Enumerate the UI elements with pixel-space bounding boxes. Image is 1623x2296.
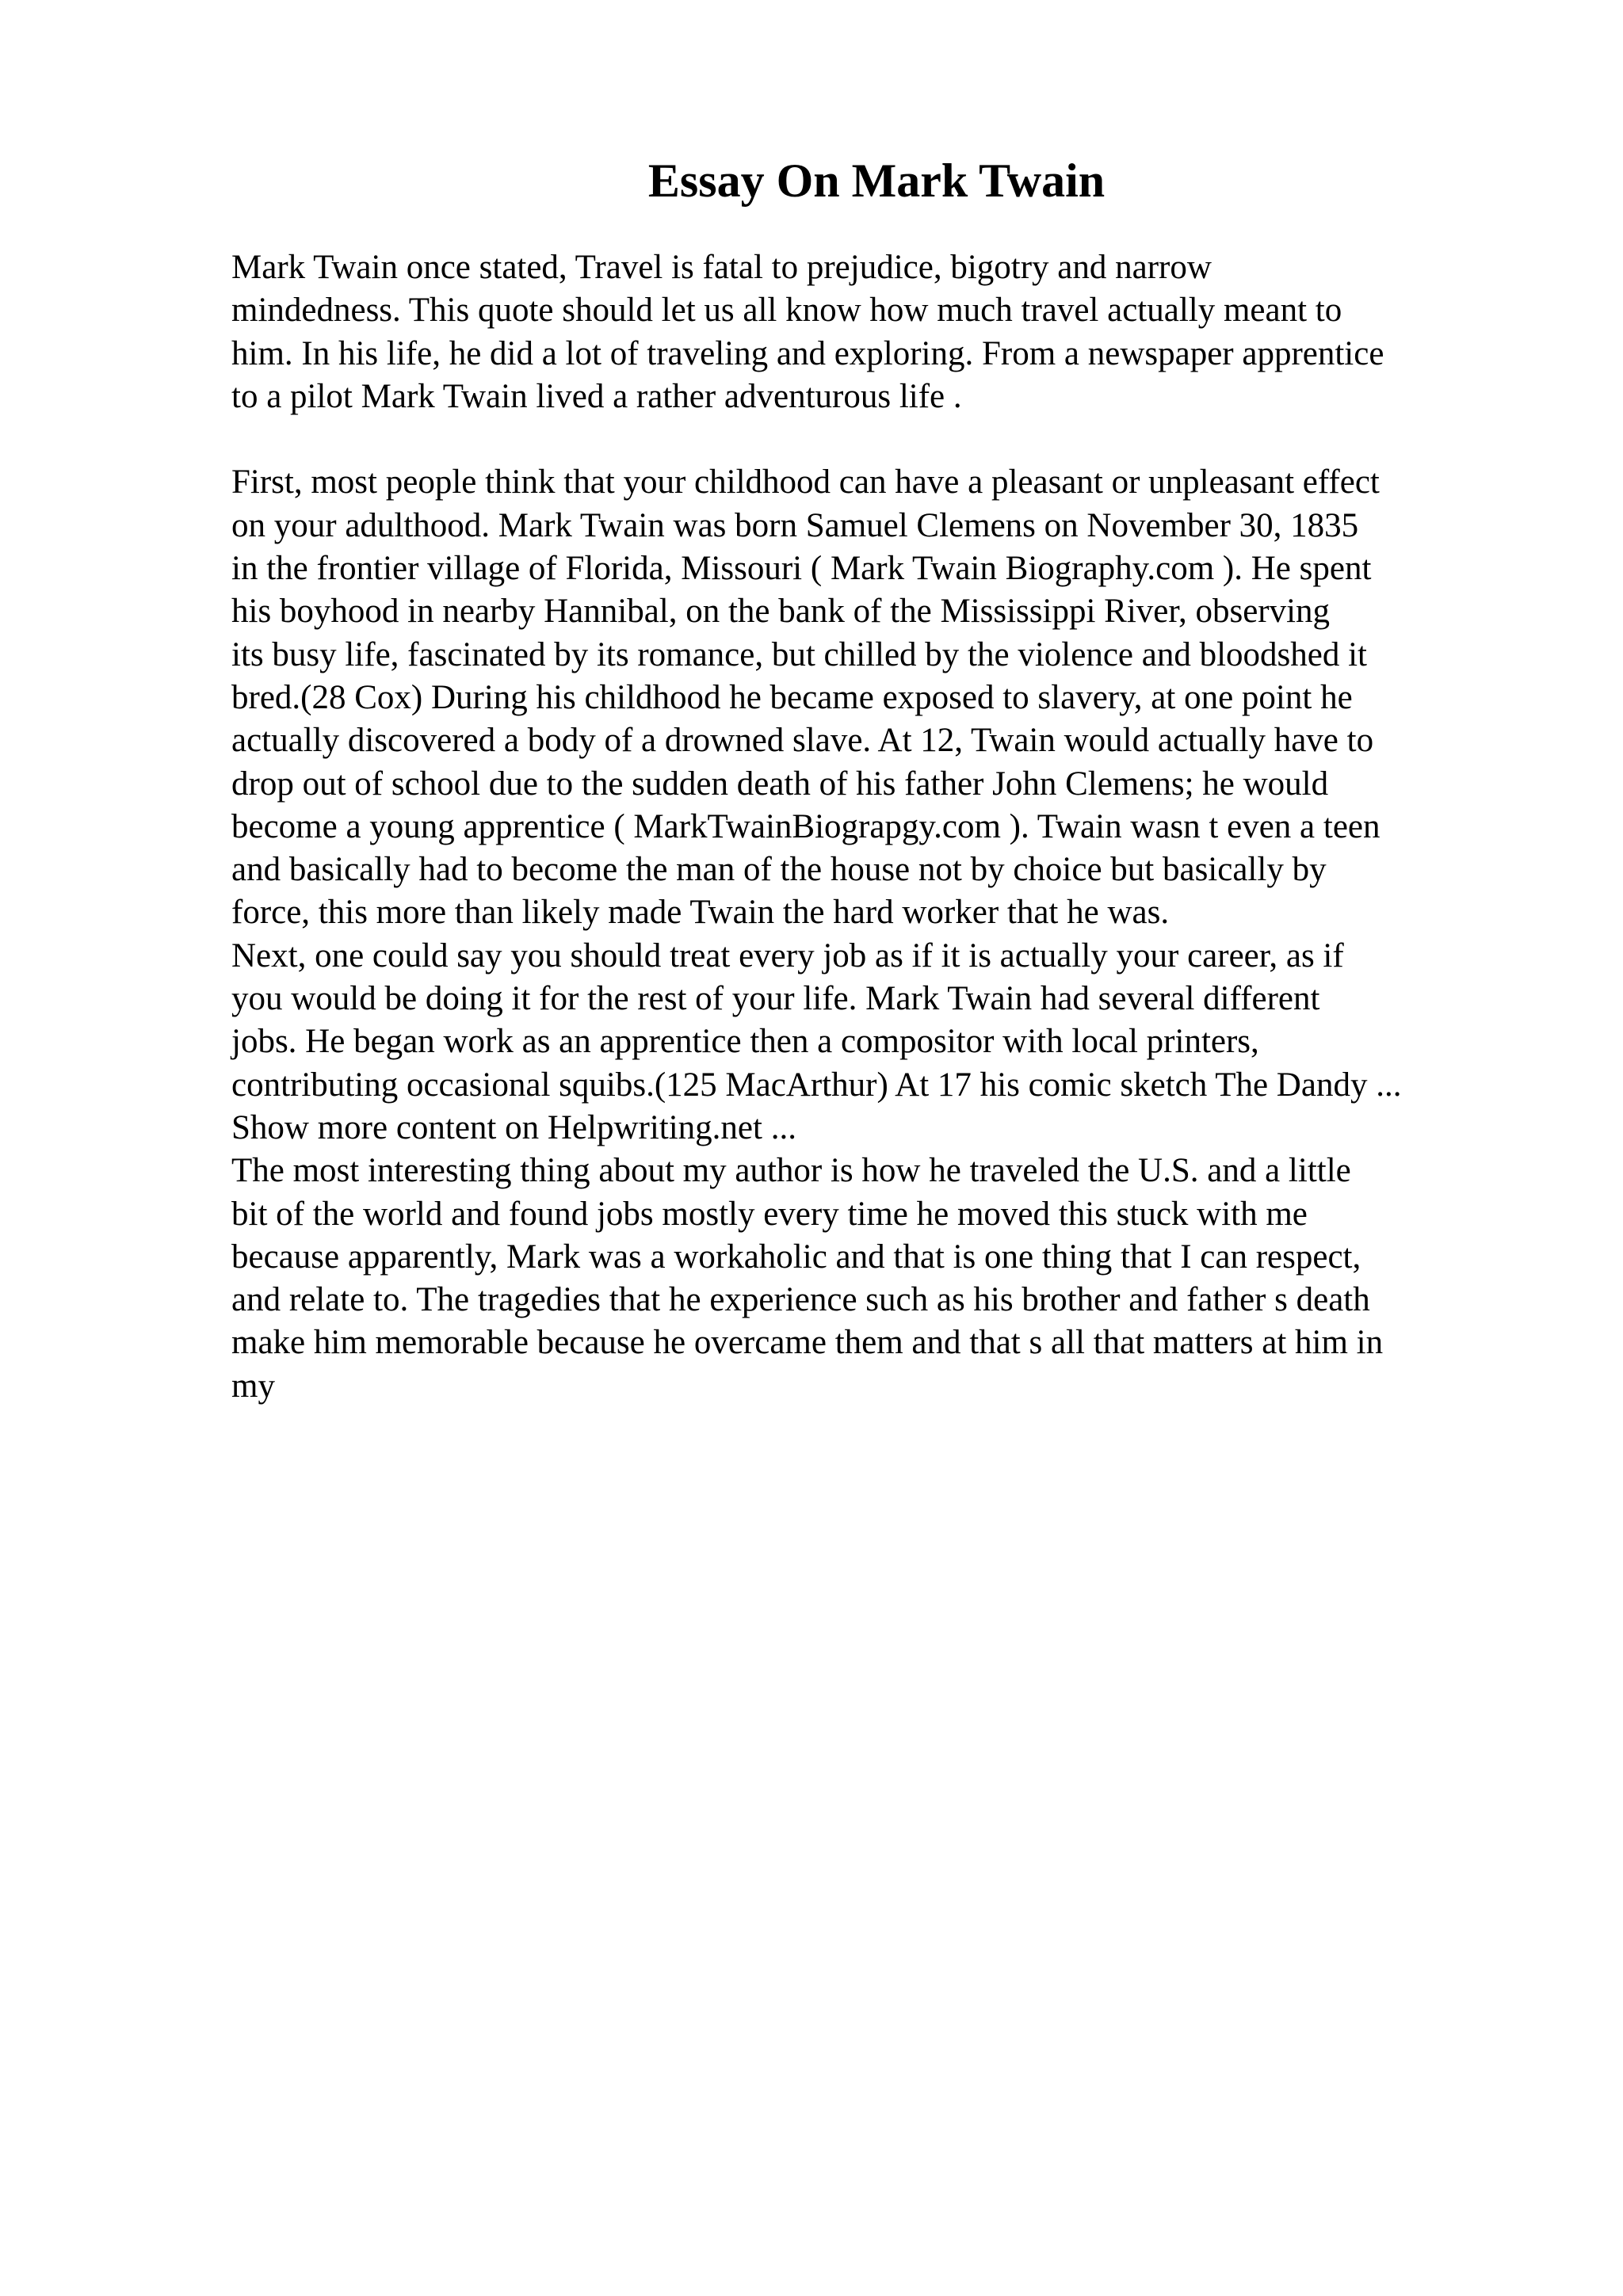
text-line: his boyhood in nearby Hannibal, on the bank of the Mississippi River, observing: [231, 593, 1331, 631]
text-line: Mark Twain once stated, Travel is fatal to prejudice, bigotry and narrow: [231, 249, 1212, 286]
text-line: to a pilot Mark Twain lived a rather adventurous life .: [231, 377, 962, 415]
text-line: force, this more than likely made Twain the hard worker that he was.: [231, 894, 1170, 932]
text-line: in the frontier village of Florida, Missouri ( Mark Twain Biography.com ). He spent: [231, 550, 1372, 588]
text-line: actually discovered a body of a drowned slave. At 12, Twain would actually have to: [231, 722, 1374, 760]
text-line: jobs. He began work as an apprentice then a compositor with local printers,: [231, 1023, 1259, 1061]
text-line: make him memorable because he overcame them and that s all that matters at him in: [231, 1324, 1384, 1362]
text-line: and basically had to become the man of the house not by choice but basically by: [231, 851, 1327, 889]
text-line: bred.(28 Cox) During his childhood he became exposed to slavery, at one point he: [231, 678, 1353, 716]
text-line: First, most people think that your childhood can have a pleasant or unpleasant effect: [231, 463, 1380, 502]
text-line: because apparently, Mark was a workaholic and that is one thing that I can respect,: [231, 1238, 1361, 1276]
text-line: on your adulthood. Mark Twain was born Samuel Clemens on November 30, 1835: [231, 506, 1359, 544]
text-line: its busy life, fascinated by its romance, but chilled by the violence and bloodshed it: [231, 635, 1367, 673]
text-line: mindedness. This quote should let us all know how much travel actually meant to: [231, 292, 1342, 330]
text-line: Next, one could say you should treat every job as if it is actually your career, as if: [231, 936, 1344, 974]
text-line: my: [231, 1367, 275, 1405]
text-line: you would be doing it for the rest of your life. Mark Twain had several different: [231, 980, 1320, 1018]
text-line: him. In his life, he did a lot of traveling and exploring. From a newspaper apprentice: [231, 334, 1384, 372]
text-line: contributing occasional squibs.(125 MacArthur) At 17 his comic sketch The Dandy ...: [231, 1066, 1402, 1104]
text-line: and relate to. The tragedies that he experience such as his brother and father s death: [231, 1281, 1370, 1319]
text-line: The most interesting thing about my author is how he traveled the U.S. and a little: [231, 1152, 1351, 1190]
document-title: Essay On Mark Twain: [647, 154, 1106, 207]
text-line: become a young apprentice ( MarkTwainBiograpgy.com ). Twain wasn t even a teen: [231, 807, 1381, 845]
text-line: bit of the world and found jobs mostly every time he moved this stuck with me: [231, 1195, 1308, 1233]
paragraph-spacer: [231, 418, 1623, 461]
text-line: drop out of school due to the sudden death of his father John Clemens; he would: [231, 765, 1329, 803]
show-more-link-text: Show more content on Helpwriting.net ...: [231, 1108, 796, 1146]
essay-body: [231, 246, 1623, 1408]
paragraph-intro: [231, 246, 1623, 418]
paragraph-main: [231, 461, 1623, 1408]
